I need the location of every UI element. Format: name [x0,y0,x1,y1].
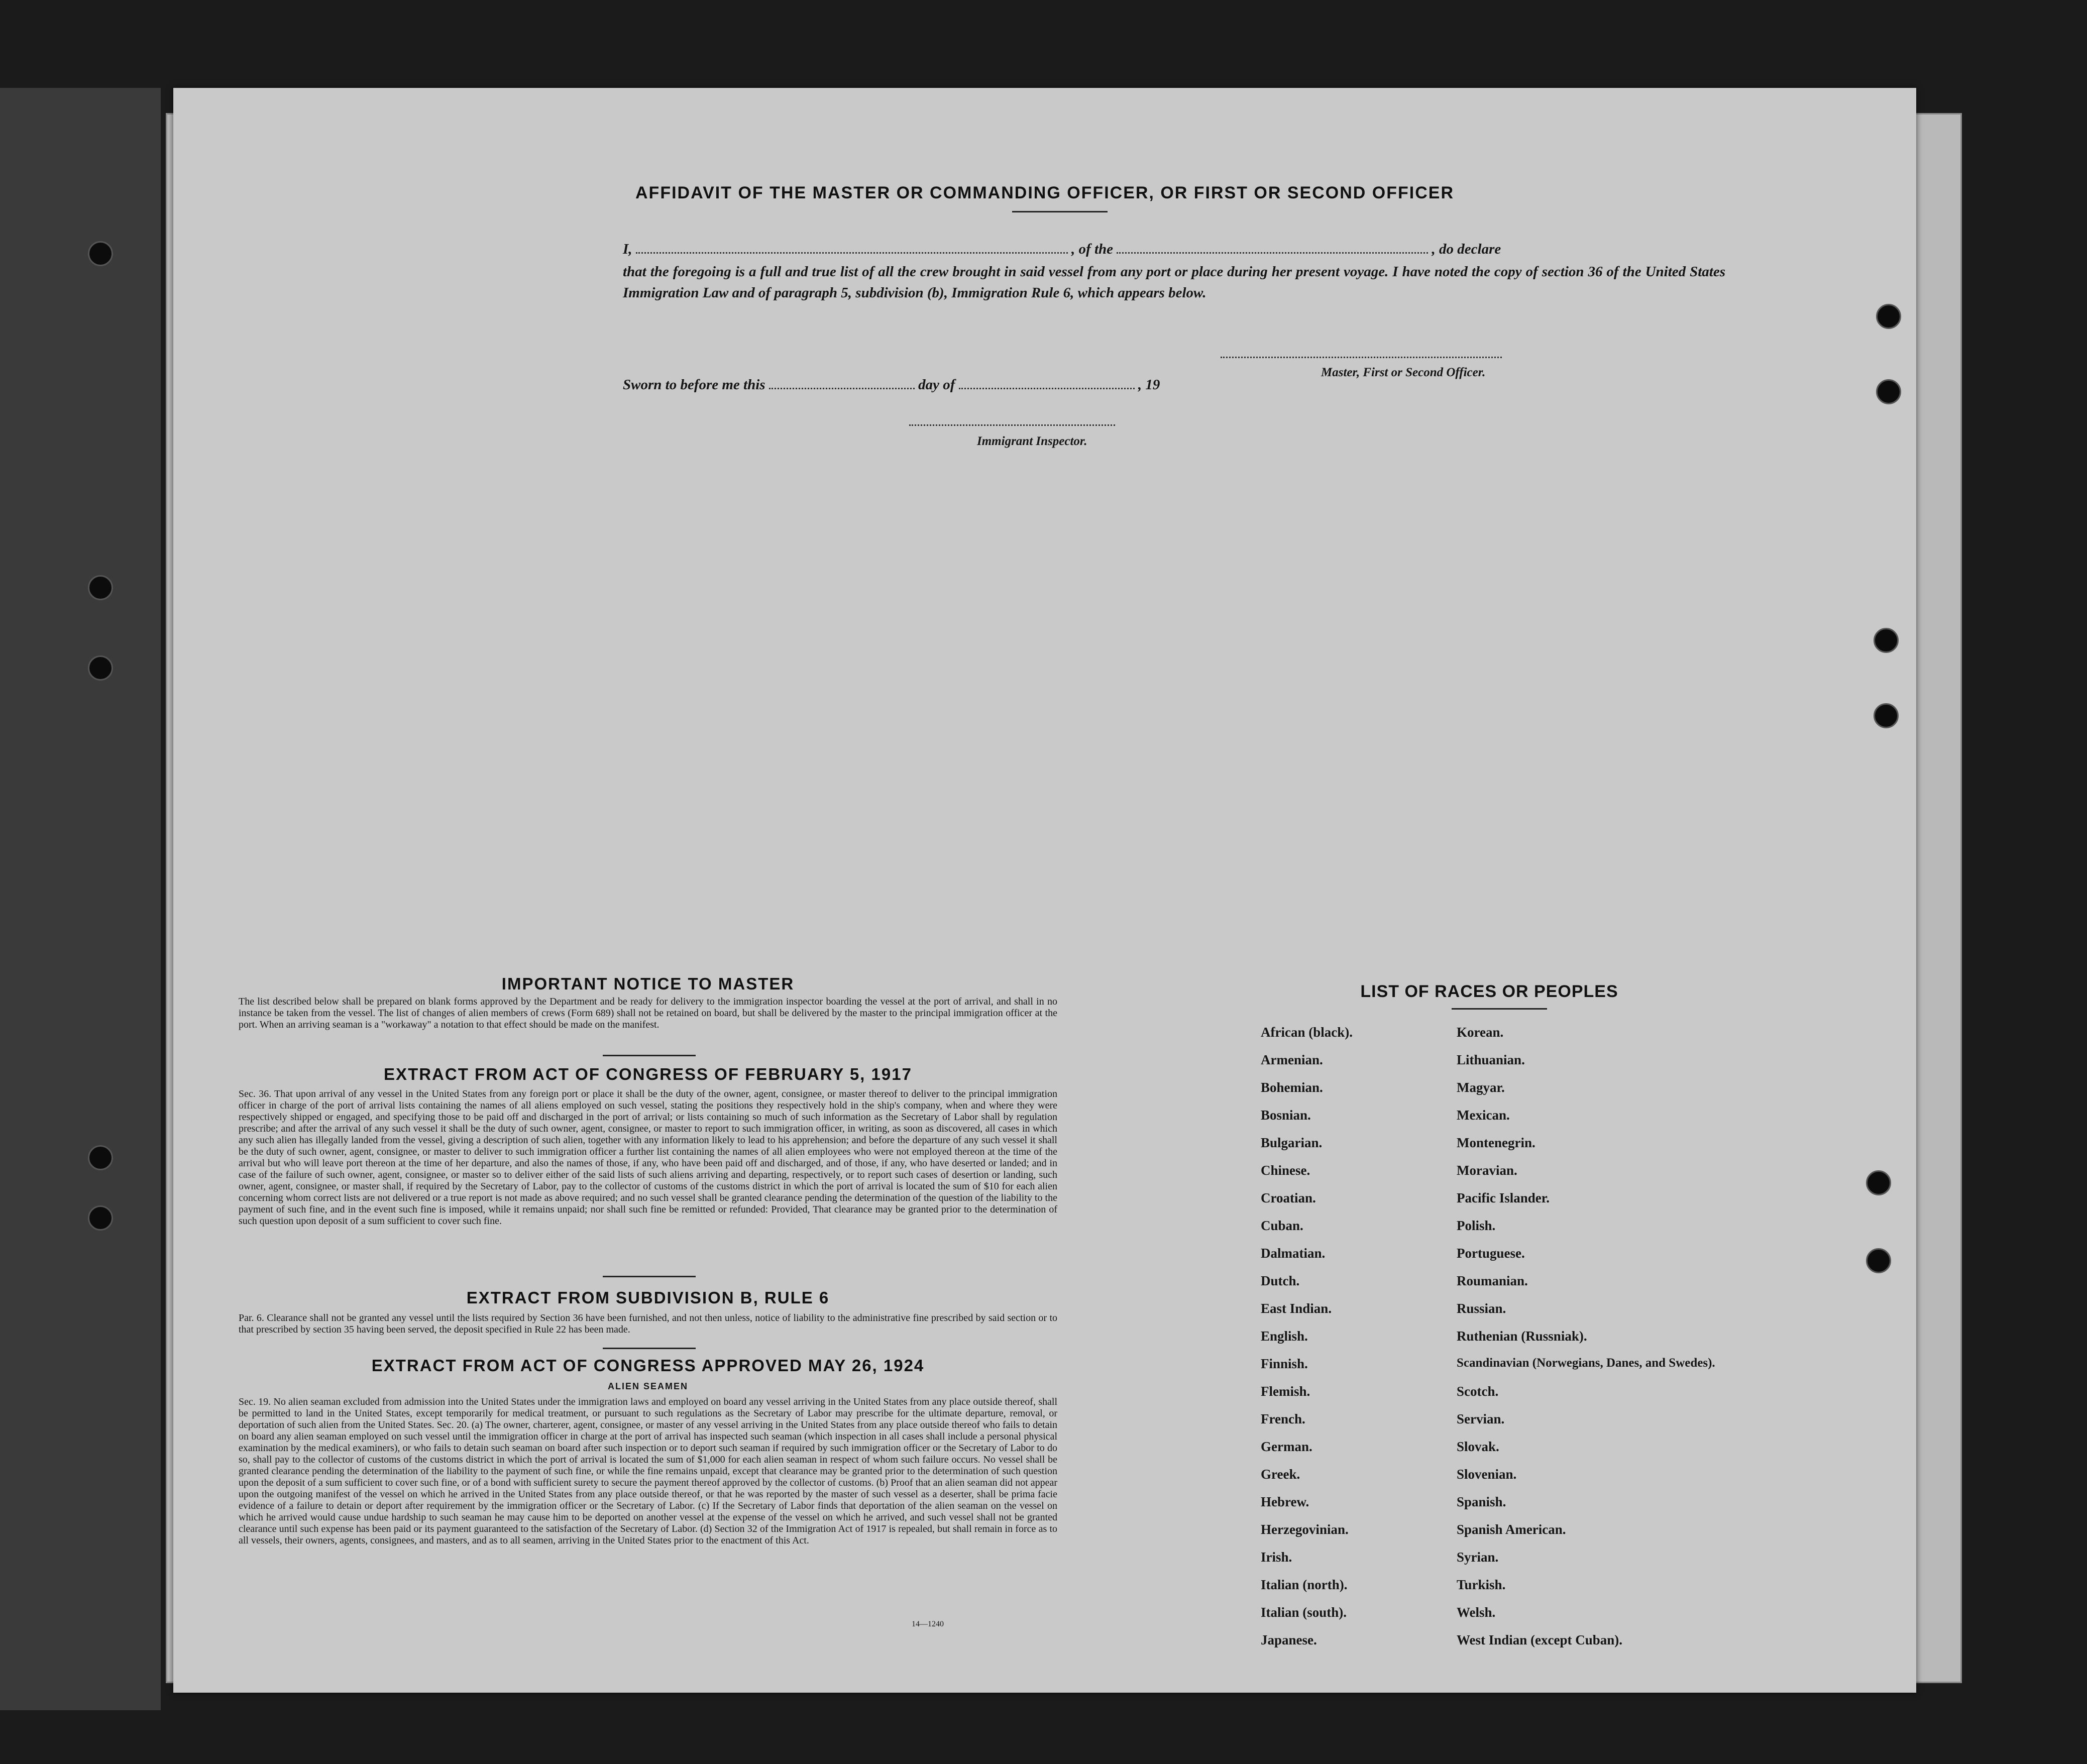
affidavit-line1 [623,241,1728,258]
race-item: Chinese. [1261,1163,1310,1178]
race-item: Welsh. [1457,1605,1496,1620]
race-item: Moravian. [1457,1163,1517,1178]
race-item: Lithuanian. [1457,1052,1525,1067]
notice-rule [603,1055,696,1056]
race-item: East Indian. [1261,1301,1332,1316]
punch-hole [1874,703,1899,728]
master-label: Master, First or Second Officer. [1321,366,1486,379]
race-item: French. [1261,1411,1305,1426]
punch-hole [1876,304,1901,329]
race-item: Hebrew. [1261,1494,1309,1509]
race-item: Korean. [1457,1025,1504,1040]
race-item: Flemish. [1261,1384,1310,1399]
race-item: Greek. [1261,1467,1300,1482]
sworn-line [623,377,1326,393]
race-item: African (black). [1261,1025,1353,1040]
notice-text: The list described below shall be prepared on blank forms approved by the Department and be ready for delivery to the immigration inspector boarding the vessel at the port of arrival, and shall in no instance be taken from the vessel. The list of changes of alien members of crews (Form 689) shall not be retained on board, but shall be delivered by the master to the principal immigration officer at the port. When an arriving seaman is a "workaway" a notation to that effect should be made on the manifest. [239,996,1057,1030]
of-the-label: , of the [1071,241,1114,257]
punch-hole [1866,1248,1891,1273]
race-item: Armenian. [1261,1052,1323,1067]
rule6-title: EXTRACT FROM SUBDIVISION B, RULE 6 [466,1288,830,1307]
race-item: Scandinavian (Norwegians, Danes, and Swedes). [1457,1356,1715,1370]
extract-1917-text: Sec. 36. That upon arrival of any vessel in the United States from any foreign port or place it shall be the duty of the owner, agent, consignee, or master thereof to deliver to the principal immigration officer in charge of the port of arrival lists containing the names of all aliens employed on such vessel, stating the positions they respectively hold in the ship's company, when and where they were respectively shipped or engaged, and specifying those to be paid off and discharged in the port of arrival; or lists containing so much of such information as the Secretary of Labor shall by regulation prescribe; and after the arrival of any such vessel it shall be the duty of such owner, agent, consignee, or master to report to such immigration officer, in writing, as soon as discovered, all cases in which any such alien has illegally landed from the vessel, giving a description of such alien, together with any information likely to lead to his apprehension; and before the departure of any such vessel it shall be the duty of such owner, agent, consignee, or master to deliver to such immigration officer a further list containing the names of all alien employees who were not employed thereon at the time of the arrival but who will leave port thereon at the time of her departure, and also the names of those, if any, who have been paid off and discharged, and of those, if any, who have deserted or landed; and in case of the failure of such owner, agent, consignee, or master so to deliver either of the said lists of such aliens arriving and departing, respectively, or to report such cases of desertion or landing, such owner, agent, consignee, or master shall, if required by the Secretary of Labor, pay to the collector of customs of the customs district in which the port of arrival is located the sum of $10 for each alien concerning whom correct lists are not delivered or a true report is not made as above required; and no such vessel shall be granted clearance pending the determination of the question of the liability to the payment of such fine, and in the event such fine is imposed, while it remains unpaid; nor shall such fine be remitted or refunded: Provided, That clearance may be granted prior to the determination of such question upon deposit of a sum sufficient to cover such fine. [239,1088,1057,1227]
vessel-blank[interactable] [1117,242,1428,254]
race-item: Bohemian. [1261,1080,1323,1095]
race-item: Spanish American. [1457,1522,1566,1537]
race-item: Dutch. [1261,1273,1300,1288]
race-item: Russian. [1457,1301,1506,1316]
race-item: Syrian. [1457,1550,1499,1565]
races-right-column [1457,1025,1738,1660]
year-label: , 19 [1138,377,1160,393]
extract-1924-title: EXTRACT FROM ACT OF CONGRESS APPROVED MAY 26, 1924 [371,1356,925,1375]
form-number: 14—1240 [912,1620,944,1628]
document-sheet [173,88,1916,1693]
race-item: English. [1261,1329,1308,1344]
race-item: Ruthenian (Russniak). [1457,1329,1587,1344]
month-blank[interactable] [959,378,1135,389]
title-rule [1012,211,1108,212]
race-item: Servian. [1457,1411,1505,1426]
race-item: Slovenian. [1457,1467,1517,1482]
race-item: West Indian (except Cuban). [1457,1632,1623,1647]
race-item: Magyar. [1457,1080,1505,1095]
race-item: German. [1261,1439,1312,1454]
sworn-label: Sworn to before me this [623,377,765,393]
race-item: Irish. [1261,1550,1292,1565]
i-label: I, [623,241,632,257]
race-item: Italian (north). [1261,1577,1348,1592]
punch-hole [1866,1170,1891,1195]
race-item: Bosnian. [1261,1108,1311,1123]
punch-hole [1876,379,1901,404]
race-item: Montenegrin. [1457,1135,1535,1150]
race-item: Bulgarian. [1261,1135,1323,1150]
affidavit-title: AFFIDAVIT OF THE MASTER OR COMMANDING OFFICER, OR FIRST OR SECOND OFFICER [635,183,1454,202]
punch-hole [88,1145,113,1170]
race-item: Spanish. [1457,1494,1506,1509]
punch-hole [88,575,113,600]
race-item: Portuguese. [1457,1246,1525,1261]
day-blank[interactable] [769,378,915,389]
race-item: Finnish. [1261,1356,1308,1371]
punch-hole [1874,628,1899,653]
binding-strip [0,88,161,1710]
extract-1917-title: EXTRACT FROM ACT OF CONGRESS OF FEBRUARY 5, 1917 [384,1065,912,1083]
race-item: Slovak. [1457,1439,1499,1454]
punch-hole [88,655,113,681]
race-item: Roumanian. [1457,1273,1528,1288]
race-item: Polish. [1457,1218,1496,1233]
race-item: Japanese. [1261,1632,1317,1647]
punch-hole [88,1205,113,1231]
races-title: LIST OF RACES OR PEOPLES [1360,982,1618,1001]
rule6-text: Par. 6. Clearance shall not be granted any vessel until the lists required by Section 36 have been furnished, and not then unless, notice of liability to the administrative fine prescribed by said section or to that prescribed by section 35 having been served, the deposit specified in Rule 22 has been made. [239,1312,1057,1335]
races-rule [1452,1008,1547,1010]
race-item: Pacific Islander. [1457,1190,1550,1205]
race-item: Cuban. [1261,1218,1303,1233]
extract-1924-text: Sec. 19. No alien seaman excluded from admission into the United States under the immigration laws and employed on board any vessel arriving in the United States from any place outside thereof, shall be permitted to land in the United States, except temporarily for medical treatment, or pursuant to such regulations as the Secretary of Labor may prescribe for the ultimate departure, removal, or deportation of such alien from the United States. Sec. 20. (a) The owner, charterer, agent, consignee, or master of any vessel arriving in the United States from any place outside thereof who fails to detain on board any alien seaman employed on such vessel until the immigration officer in charge at the port of arrival has inspected such seaman (which inspection in all cases shall include a personal physical examination by the medical examiners), or who fails to detain such seaman on board after such inspection or to deport such seaman if required by such immigration officer or the Secretary of Labor to do so, shall pay to the collector of customs of the customs district in which the port of arrival is located the sum of $1,000 for each alien seaman in respect of whom such failure occurs. No vessel shall be granted clearance pending the determination of the liability to the payment of such fine, or while the fine remains unpaid, except that clearance may be granted prior to the determination of such question upon the deposit of a sum sufficient to cover such fine, or of a bond with sufficient surety to secure the payment thereof approved by the collector of customs. (b) Proof that an alien seaman did not appear upon the outgoing manifest of the vessel on which he arrived in the United States from any place outside thereof, or that he was reported by the master of such vessel as a deserter, shall be prima facie evidence of a failure to detain or deport after requirement by the immigration officer or the Secretary of Labor. (c) If the Secretary of Labor finds that deportation of the alien seaman on the vessel on which he arrived would cause undue hardship to such seaman he may cause him to be deported on another vessel at the expense of the vessel on which he arrived, and such vessel shall not be granted clearance until such expense has been paid or its payment guaranteed to the satisfaction of the Secretary of Labor. (d) Section 32 of the Immigration Act of 1917 is repealed, but shall remain in force as to all vessels, their owners, agents, consignees, and masters, and as to all seamen, arriving in the United States prior to the enactment of this Act. [239,1396,1057,1546]
master-signature-line[interactable] [1221,357,1502,358]
race-item: Turkish. [1457,1577,1506,1592]
rule6-rule [603,1348,696,1349]
inspector-signature-line[interactable] [909,424,1115,426]
race-item: Dalmatian. [1261,1246,1326,1261]
race-item: Croatian. [1261,1190,1316,1205]
race-item: Herzegovinian. [1261,1522,1349,1537]
punch-hole [88,241,113,266]
notice-title: IMPORTANT NOTICE TO MASTER [501,974,795,993]
extract-1917-rule [603,1276,696,1277]
race-item: Italian (south). [1261,1605,1347,1620]
extract-1924-subtitle: ALIEN SEAMEN [607,1381,688,1391]
inspector-label: Immigrant Inspector. [977,434,1087,448]
race-item: Scotch. [1457,1384,1499,1399]
affidavit-body: that the foregoing is a full and true list of all the crew brought in said vessel from any port or place during her present voyage. I have noted the copy of section 36 of the United States Immigration Law and of paragraph 5, subdivision (b), Immigration Rule 6, which appears below. [623,264,1725,301]
races-left-column [1261,1025,1472,1660]
declare-label: , do declare [1432,241,1501,257]
race-item: Mexican. [1457,1108,1510,1123]
name-blank[interactable] [636,242,1068,254]
day-of-label: day of [918,377,955,393]
